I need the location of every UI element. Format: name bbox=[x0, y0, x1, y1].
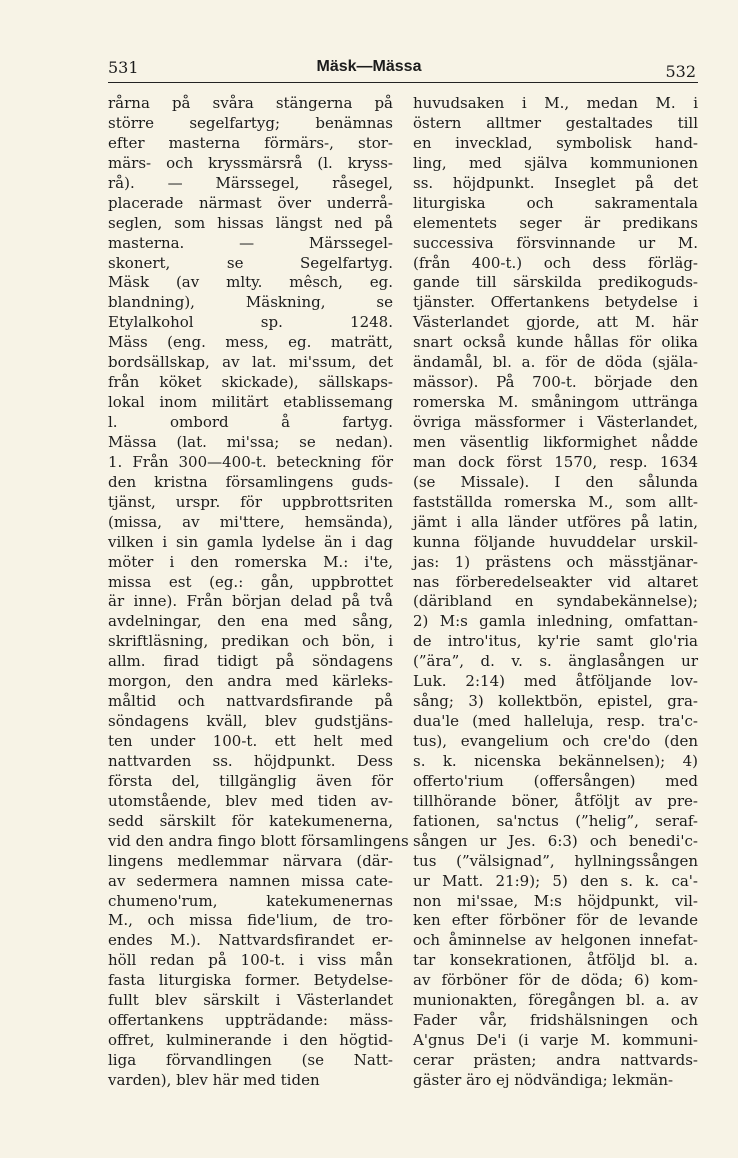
text-line: jämt i alla länder utföres på latin, bbox=[413, 512, 698, 531]
text-line: Mäsk (av mlty. mêsch, eg. bbox=[108, 273, 393, 292]
text-line: kunna följande huvuddelar urskil- bbox=[413, 532, 698, 551]
text-line: fasta liturgiska former. Betydelse- bbox=[108, 971, 393, 990]
text-line: sången ur Jes. 6:3) och benedi'c- bbox=[413, 831, 698, 850]
text-line: allm. firad tidigt på söndagens bbox=[108, 652, 393, 671]
text-line: skriftläsning, predikan och bön, i bbox=[108, 632, 393, 651]
text-line: och åminnelse av helgonen innefat- bbox=[413, 931, 698, 950]
text-line: de intro'itus, ky'rie samt glo'ria bbox=[413, 632, 698, 651]
text-line: offerto'rium (offersången) med bbox=[413, 771, 698, 790]
text-line: nattvarden ss. höjdpunkt. Dess bbox=[108, 751, 393, 770]
text-line: tjänst, urspr. för uppbrottsriten bbox=[108, 492, 393, 511]
text-line: cerar prästen; andra nattvards- bbox=[413, 1051, 698, 1069]
text-line: M., och missa fide'lium, de tro- bbox=[108, 911, 393, 930]
text-line: 2) M:s gamla inledning, omfattan- bbox=[413, 612, 698, 631]
text-line: ling, med själva kommunionen bbox=[413, 153, 698, 172]
text-line: sedd särskilt för katekumenerna, bbox=[108, 811, 393, 830]
text-line: men väsentlig likformighet nådde bbox=[413, 432, 698, 451]
text-line: dua'le (med halleluja, resp. tra'c- bbox=[413, 712, 698, 731]
text-line: gande till särskilda predikoguds- bbox=[413, 273, 698, 292]
text-line: (se Missale). I den sålunda bbox=[413, 472, 698, 491]
text-line: av sedermera namnen missa cate- bbox=[108, 871, 393, 890]
text-line: efter masterna förmärs-, stor- bbox=[108, 133, 393, 152]
text-line: elementets seger är predikans bbox=[413, 213, 698, 232]
page-number-right: 532 bbox=[665, 62, 696, 81]
text-line: måltid och nattvardsfirande på bbox=[108, 692, 393, 711]
header-rule bbox=[108, 82, 698, 83]
text-line: märs- och kryssmärsrå (l. kryss- bbox=[108, 153, 393, 172]
text-line: placerade närmast över underrå- bbox=[108, 193, 393, 212]
text-line: lokal inom militärt etablissemang bbox=[108, 393, 393, 412]
text-line: östern alltmer gestaltades till bbox=[413, 113, 698, 132]
text-line: munionakten, föregången bl. a. av bbox=[413, 991, 698, 1010]
text-line: liga förvandlingen (se Natt- bbox=[108, 1051, 393, 1069]
text-line: liturgiska och sakramentala bbox=[413, 193, 698, 212]
text-line: utomstående, blev med tiden av- bbox=[108, 791, 393, 810]
text-line: söndagens kväll, blev gudstjäns- bbox=[108, 712, 393, 731]
text-line: rårna på svåra stängerna på bbox=[108, 94, 393, 112]
text-line: Luk. 2:14) med åtföljande lov- bbox=[413, 672, 698, 691]
text-line: bordsällskap, av lat. mi'ssum, det bbox=[108, 353, 393, 372]
text-line: Fader vår, fridshälsningen och bbox=[413, 1011, 698, 1030]
text-line: tar konsekrationen, åtföljd bl. a. bbox=[413, 951, 698, 970]
text-line: fationen, sa'nctus (”helig”, seraf- bbox=[413, 811, 698, 830]
text-line: chumeno'rum, katekumenernas bbox=[108, 891, 393, 910]
text-line: snart också kunde hållas för olika bbox=[413, 333, 698, 352]
text-line: är inne). Från början delad på två bbox=[108, 592, 393, 611]
text-line: tjänster. Offertankens betydelse i bbox=[413, 293, 698, 312]
text-line: ss. höjdpunkt. Inseglet på det bbox=[413, 173, 698, 192]
text-line: non mi'ssae, M:s höjdpunkt, vil- bbox=[413, 891, 698, 910]
text-line: gäster äro ej nödvändiga; lekmän- bbox=[413, 1070, 674, 1089]
text-line: l. ombord å fartyg. bbox=[108, 413, 393, 431]
text-line: en invecklad, symbolisk hand- bbox=[413, 133, 698, 152]
text-line: (från 400-t.) och dess förläg- bbox=[413, 253, 698, 272]
page-number-left: 531 bbox=[108, 58, 139, 77]
text-line: Mässa (lat. mi'ssa; se nedan). bbox=[108, 432, 393, 451]
running-header bbox=[0, 52, 738, 82]
text-line: Västerlandet gjorde, att M. här bbox=[413, 313, 698, 332]
text-line: blandning), Mäskning, se bbox=[108, 293, 393, 312]
text-line: sång; 3) kollektbön, epistel, gra- bbox=[413, 692, 698, 711]
text-line: första del, tillgänglig även för bbox=[108, 771, 393, 790]
text-line: mässor). På 700-t. började den bbox=[413, 373, 698, 392]
text-line: ur Matt. 21:9); 5) den s. k. ca'- bbox=[413, 871, 698, 890]
text-line: seglen, som hissas längst ned på bbox=[108, 213, 393, 232]
text-line: Etylalkohol sp. 1248. bbox=[108, 313, 393, 332]
text-line: fullt blev särskilt i Västerlandet bbox=[108, 991, 393, 1010]
text-line: större segelfartyg; benämnas bbox=[108, 113, 393, 132]
running-title: Mäsk—Mässa bbox=[316, 58, 422, 75]
text-line: morgon, den andra med kärleks- bbox=[108, 672, 393, 691]
text-line: övriga mässformer i Västerlandet, bbox=[413, 413, 698, 431]
left-column bbox=[108, 94, 409, 1091]
text-line: vid den andra fingo blott församlingens bbox=[108, 831, 409, 850]
text-line: jas: 1) prästens och mässtjänar- bbox=[413, 552, 698, 571]
text-line: endes M.). Nattvardsfirandet er- bbox=[108, 931, 393, 950]
text-line: av förböner för de döda; 6) kom- bbox=[413, 971, 698, 990]
right-column bbox=[413, 94, 698, 1091]
text-line: tus (”välsignad”, hyllningssången bbox=[413, 851, 698, 870]
text-line: fastställda romerska M., som allt- bbox=[413, 492, 698, 511]
text-line: successiva försvinnande ur M. bbox=[413, 233, 698, 252]
text-line: tillhörande böner, åtföljt av pre- bbox=[413, 791, 698, 810]
text-line: (däribland en syndabekännelse); bbox=[413, 592, 698, 611]
text-line: offret, kulminerande i den högtid- bbox=[108, 1031, 393, 1050]
text-line: skonert, se Segelfartyg. bbox=[108, 253, 393, 272]
text-line: masterna. — Märssegel- bbox=[108, 233, 393, 252]
text-line: från köket skickade), sällskaps- bbox=[108, 373, 393, 392]
text-line: s. k. nicenska bekännelsen); 4) bbox=[413, 751, 698, 770]
text-line: huvudsaken i M., medan M. i bbox=[413, 94, 698, 112]
text-line: missa est (eg.: gån, uppbrottet bbox=[108, 572, 393, 591]
text-line: offertankens uppträdande: mäss- bbox=[108, 1011, 393, 1030]
text-line: möter i den romerska M.: i'te, bbox=[108, 552, 393, 571]
text-line: (”ära”, d. v. s. änglasången ur bbox=[413, 652, 698, 671]
text-line: den kristna församlingens guds- bbox=[108, 472, 393, 491]
text-line: romerska M. småningom uttränga bbox=[413, 393, 698, 412]
text-line: man dock först 1570, resp. 1634 bbox=[413, 452, 698, 471]
text-line: höll redan på 100-t. i viss mån bbox=[108, 951, 393, 970]
text-line: ten under 100-t. ett helt med bbox=[108, 732, 393, 750]
text-line: vilken i sin gamla lydelse än i dag bbox=[108, 532, 393, 551]
text-line: 1. Från 300—400-t. beteckning för bbox=[108, 452, 393, 471]
text-line: rå). — Märssegel, råsegel, bbox=[108, 173, 393, 192]
text-line: avdelningar, den ena med sång, bbox=[108, 612, 393, 631]
text-line: tus), evangelium och cre'do (den bbox=[413, 732, 698, 750]
text-line: A'gnus De'i (i varje M. kommuni- bbox=[413, 1031, 698, 1050]
text-line: nas förberedelseakter vid altaret bbox=[413, 572, 698, 591]
text-line: ken efter förböner för de levande bbox=[413, 911, 698, 930]
text-line: Mäss (eng. mess, eg. maträtt, bbox=[108, 333, 393, 352]
text-line: lingens medlemmar närvara (där- bbox=[108, 851, 393, 870]
text-line: (missa, av mi'ttere, hemsända), bbox=[108, 512, 393, 531]
text-line: ändamål, bl. a. för de döda (själa- bbox=[413, 353, 698, 372]
text-line: varden), blev här med tiden bbox=[108, 1070, 320, 1089]
